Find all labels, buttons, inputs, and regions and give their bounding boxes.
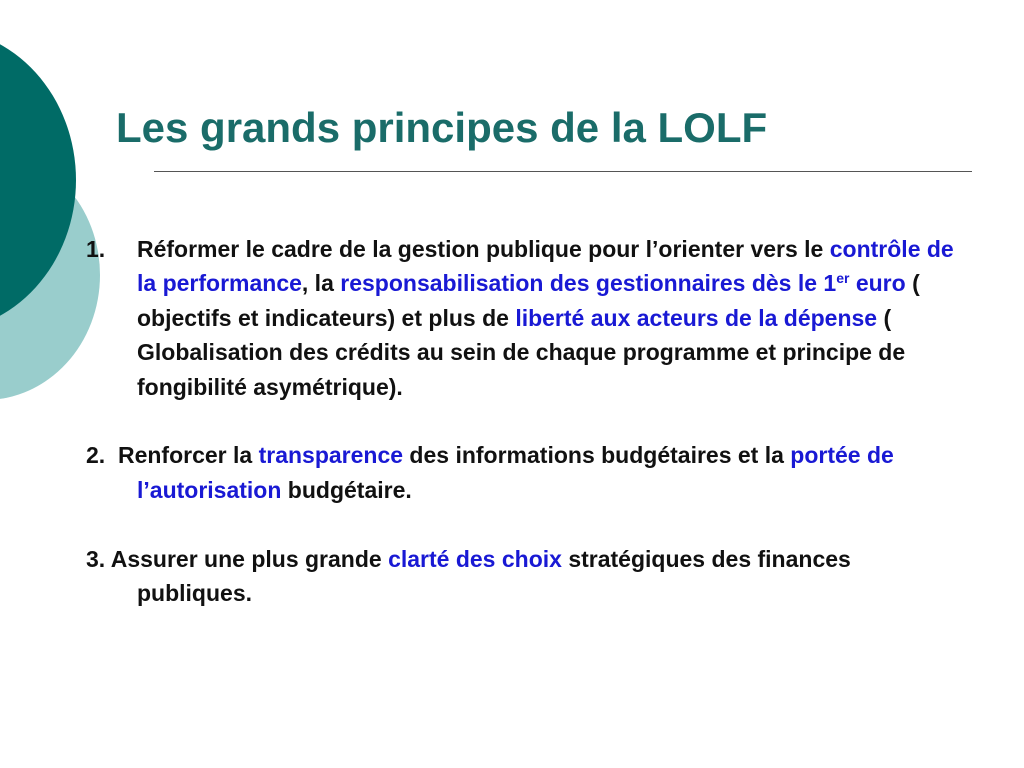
item-text: budgétaire. [281,476,412,503]
item-text: ( objectifs et indicateurs) et plus de [137,270,920,331]
list-item-1 [86,232,966,404]
highlight-euro: euro [849,270,906,297]
slide-body [86,232,966,610]
item-text: Réformer le cadre de la gestion publique pour l’orienter vers le [137,236,830,262]
item-text: , la [301,270,341,297]
item-text: ( Globalisation des crédits au sein de chaque programme et principe de fongibilité asymétrique). [137,304,906,400]
item-number: 1. [86,236,106,262]
slide-title: Les grands principes de la LOLF [116,104,768,151]
highlight-performance: contrôle de la performance [137,236,954,297]
highlight-liberte: liberté aux acteurs de la dépense [515,304,878,331]
highlight-autorisation: portée de l’autorisation [137,442,894,503]
item-text: stratégiques des finances publiques. [137,545,851,607]
highlight-responsabilisation: responsabilisation des gestionnaires dès le 1 [340,270,837,297]
list-item-3 [86,542,966,611]
highlight-transparence: transparence [258,442,404,469]
highlight-clarte: clarté des choix [388,545,562,572]
item-text: des informations budgétaires et la [403,442,791,469]
title-divider [154,171,972,172]
paragraph-spacer [86,507,966,541]
item-text: Assurer une plus grande [110,545,389,572]
item-number: 3. [86,545,111,572]
highlight-superscript: er [836,270,850,287]
item-number: 2. [86,442,118,469]
list-item-2 [86,438,966,507]
paragraph-spacer [86,404,966,438]
item-text: Renforcer la [117,442,259,469]
